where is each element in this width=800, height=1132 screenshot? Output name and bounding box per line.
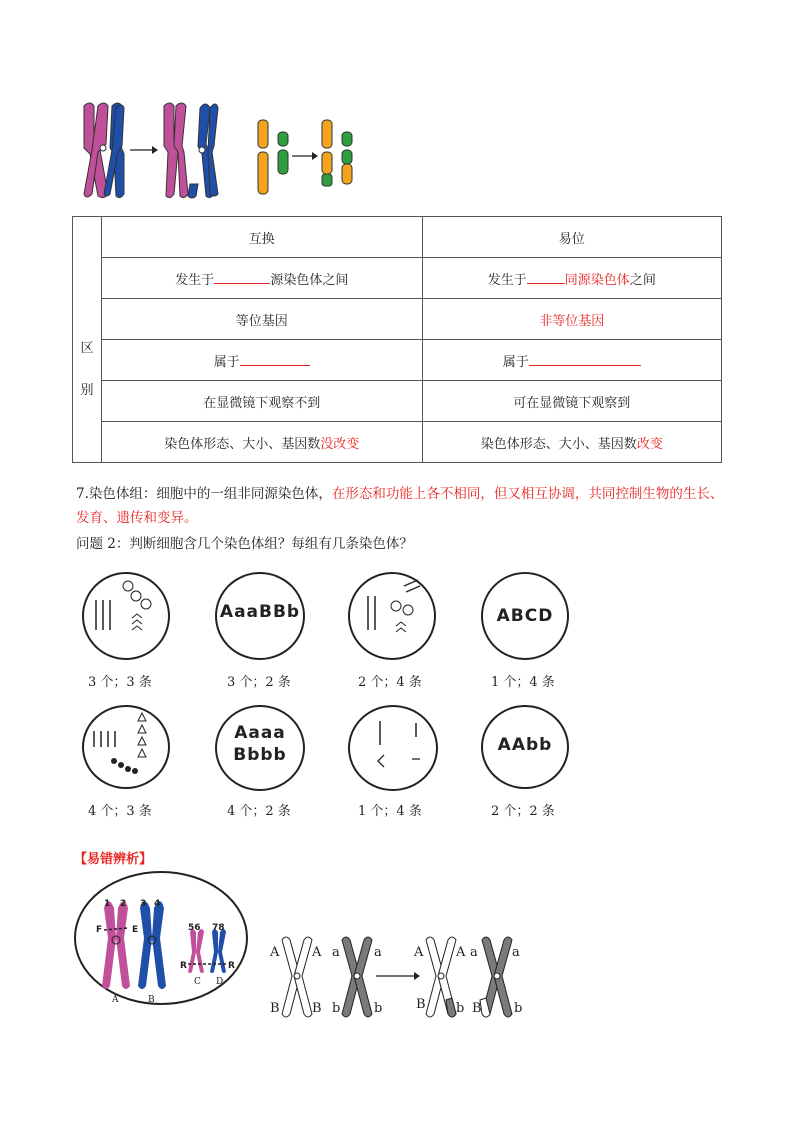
- row-morphology-left: 染色体形态、大小、基因数没改变: [102, 422, 423, 463]
- cell-5: [82, 705, 170, 789]
- chromosome-d-label: D: [216, 977, 224, 987]
- answer-2: 3 个；2 条: [227, 675, 291, 690]
- cell-6-genotype-line1: Aaaa: [234, 723, 286, 743]
- cell-4: [481, 572, 569, 660]
- gene-b-6: b: [456, 1001, 465, 1016]
- cell-7-chromosomes: [350, 707, 436, 789]
- locus-e-left: E: [132, 925, 139, 935]
- header-crossing-over: 互换: [102, 217, 423, 258]
- cell-4-genotype: ABCD: [496, 606, 554, 626]
- gene-b-5: B: [416, 997, 426, 1012]
- label-78: 78: [212, 923, 225, 933]
- cell-8: [481, 705, 569, 789]
- chromosome-b-label: B: [148, 995, 155, 1005]
- cell-2-genotype: AaaBBb: [219, 602, 301, 622]
- side-label-cell: [73, 217, 102, 463]
- header-translocation: 易位: [422, 217, 721, 258]
- row-morphology-right: 染色体形态、大小、基因数改变: [422, 422, 721, 463]
- row-gene-left: 等位基因: [102, 299, 423, 340]
- gene-b-7: B: [472, 1001, 482, 1016]
- label-2: 2: [120, 899, 127, 909]
- row-location-right: 发生于 同源染色体之间: [422, 258, 721, 299]
- locus-r-left: R: [180, 961, 187, 971]
- gene-a-4: a: [374, 945, 382, 960]
- answer-3: 2 个；4 条: [358, 675, 422, 690]
- cell-8-genotype: AAbb: [497, 735, 553, 755]
- gene-a-5: A: [414, 945, 424, 960]
- chromosome-a-label: A: [112, 995, 119, 1005]
- cell-3: [348, 572, 436, 660]
- cell-2: [215, 572, 305, 660]
- homologous-cell-diagram: [72, 868, 250, 1008]
- row-location-left: 发生于 源染色体之间: [102, 258, 423, 299]
- answer-8: 2 个；2 条: [491, 804, 555, 819]
- row-microscope-right: 可在显微镜下观察到: [422, 381, 721, 422]
- cell-6: [215, 705, 305, 791]
- gene-b-1: B: [270, 1001, 280, 1016]
- gene-b-2: B: [312, 1001, 322, 1016]
- answer-7: 1 个；4 条: [358, 804, 422, 819]
- row-microscope-left: 在显微镜下观察不到: [102, 381, 423, 422]
- gene-a-6: A: [456, 945, 466, 960]
- gene-a-8: a: [512, 945, 520, 960]
- locus-f-left: F: [96, 925, 103, 935]
- cell-1: [82, 572, 170, 660]
- crossover-gene-diagram: [268, 930, 530, 1026]
- row-type-left: 属于: [102, 340, 423, 381]
- gene-a-3: a: [332, 945, 340, 960]
- label-3: 3: [140, 899, 147, 909]
- cell-3-chromosomes: [350, 574, 434, 658]
- section-7-lead: 7.染色体组：细胞中的一组非同源染色体，: [76, 486, 332, 502]
- gene-b-8: b: [514, 1001, 523, 1016]
- answer-6: 4 个；2 条: [227, 804, 291, 819]
- locus-r-right: R: [228, 961, 235, 971]
- gene-b-3: b: [332, 1001, 341, 1016]
- row-type-right: 属于: [422, 340, 721, 381]
- cell-5-chromosomes: [84, 707, 168, 787]
- comparison-table: [72, 216, 722, 463]
- cell-7: [348, 705, 438, 791]
- answer-4: 1 个；4 条: [491, 675, 555, 690]
- gene-a-2: A: [312, 945, 322, 960]
- side-label-2: 别: [80, 382, 94, 398]
- gene-b-4: b: [374, 1001, 383, 1016]
- gene-a-7: a: [470, 945, 478, 960]
- error-analysis-heading: 【易错辨析】: [74, 852, 153, 867]
- answer-1: 3 个；3 条: [88, 675, 152, 690]
- cell-6-genotype-line2: Bbbb: [233, 745, 287, 765]
- label-56: 56: [188, 923, 201, 933]
- crossing-over-illustration: [78, 98, 378, 206]
- chromosome-c-label: C: [194, 977, 201, 987]
- label-4: 4: [154, 899, 161, 909]
- side-label-1: 区: [80, 340, 94, 356]
- question-2: 问题 2：判断细胞含几个染色体组？每组有几条染色体？: [76, 536, 413, 552]
- section-7-definition: [76, 482, 726, 530]
- row-gene-right: 非等位基因: [422, 299, 721, 340]
- gene-a-1: A: [270, 945, 280, 960]
- cell-1-chromosomes: [84, 574, 168, 658]
- section-7-red: 在形态和功能上各不相同，但又相互协调，共同控制生物的生长、发育、遗传和变异。: [76, 486, 724, 526]
- answer-5: 4 个；3 条: [88, 804, 152, 819]
- label-1: 1: [104, 899, 111, 909]
